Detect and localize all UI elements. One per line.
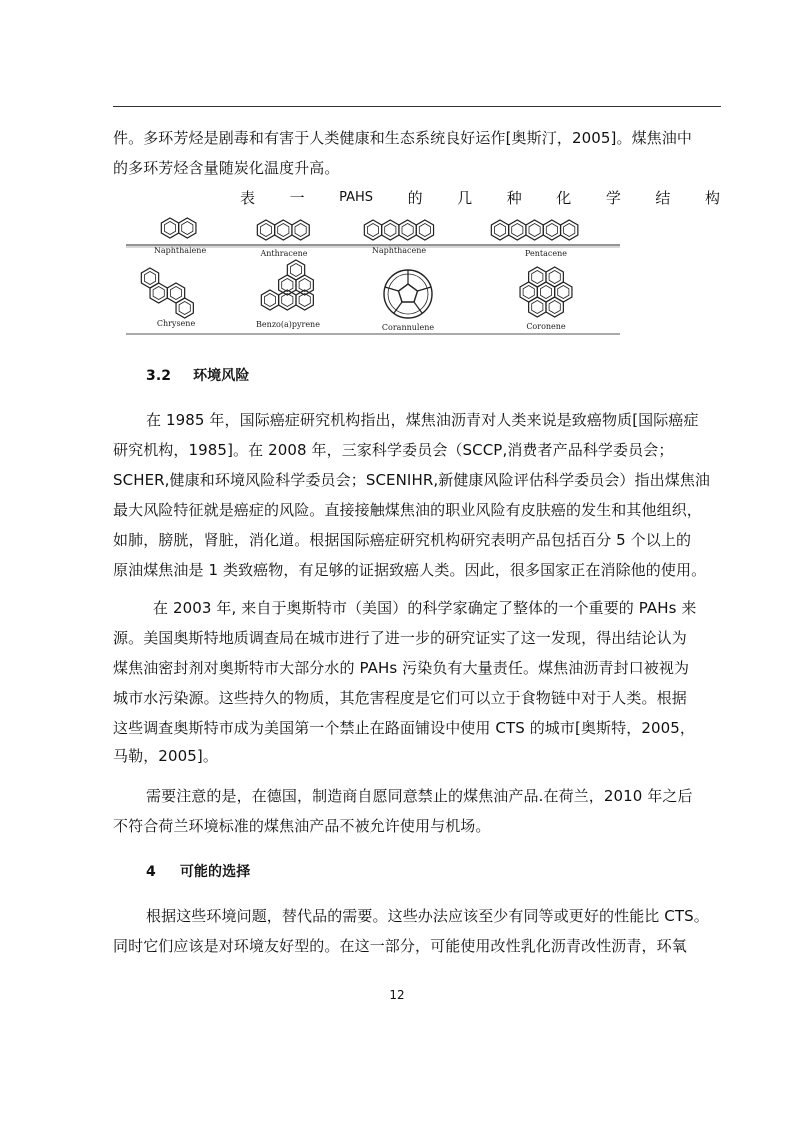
corannulene-structure (384, 270, 432, 318)
p1-line: 如肺，膀胱，肾脏，消化道。根据国际癌症研究机构研究表明产品包括百分 5 个以上的 (113, 531, 692, 549)
p1-line: 最大风险特征就是癌症的风险。直接接触煤焦油的职业风险有皮肤癌的发生和其他组织， (113, 501, 702, 519)
naphthacene-structure (364, 220, 433, 240)
caption-char: 的 (407, 189, 423, 207)
p2-line: 源。美国奥斯特地质调查局在城市进行了进一步的研究证实了这一发现，得出结论认为 (113, 629, 687, 647)
p1-line: 研究机构，1985]。在 2008 年，三家科学委员会（SCCP,消费者产品科学委员会； (113, 441, 674, 459)
p2-line: 城市水污染源。这些持久的物质，其危害程度是它们可以立于食物链中对于人类。根据 (113, 689, 687, 707)
pah-structures-figure (126, 210, 620, 336)
section-title: 环境风险 (193, 368, 250, 384)
caption-char: PAHS (339, 190, 374, 205)
corannulene-label: Corannulene (381, 323, 435, 332)
section-number: 3.2 (146, 368, 172, 384)
caption-char: 表 (240, 189, 256, 207)
header-rule (113, 106, 721, 107)
naphthacene-label: Naphthacene (371, 246, 427, 255)
pentacene-label: Pentacene (525, 249, 567, 258)
p1-line: 在 1985 年，国际癌症研究机构指出，煤焦油沥青对人类来说是致癌物质[国际癌症 (146, 411, 699, 429)
p3-line: 不符合荷兰环境标准的煤焦油产品不被允许使用与机场。 (113, 817, 491, 835)
section-title: 可能的选择 (179, 864, 251, 880)
p1-line: 原油煤焦油是 1 类致癌物，有足够的证据致癌人类。因此，很多国家正在消除他的使用。 (113, 561, 707, 579)
chrysene-label: Chrysene (156, 319, 196, 328)
pentacene-structure (491, 220, 578, 240)
section-number: 4 (146, 864, 156, 880)
p2-line: 这些调查奥斯特市成为美国第一个禁止在路面铺设中使用 CTS 的城市[奥斯特，2005， (113, 719, 696, 737)
chrysene-structure (141, 268, 193, 318)
anthracene-structure (257, 220, 309, 240)
caption-char: 一 (289, 189, 305, 207)
naphthalene-structure (161, 218, 196, 238)
s4-p1-line: 根据这些环境问题，替代品的需要。这些办法应该至少有同等或更好的性能比 CTS。 (146, 907, 709, 925)
p1-line: SCHER,健康和环境风险科学委员会；SCENIHR,新健康风险评估科学委员会）指出煤焦油 (113, 471, 711, 489)
page-number: 12 (389, 988, 405, 1002)
anthracene-label: Anthracene (260, 249, 308, 258)
s4-p1-line: 同时它们应该是对环境友好型的。在这一部分，可能使用改性乳化沥青改性沥青，环氧 (113, 937, 687, 955)
caption-char: 几 (457, 189, 473, 207)
p3-line: 需要注意的是，在德国，制造商自愿同意禁止的煤焦油产品.在荷兰，2010 年之后 (146, 787, 693, 805)
coronene-label: Coronene (526, 322, 566, 331)
caption-char: 种 (506, 189, 522, 207)
section-4-heading (146, 862, 756, 882)
section-3-2-heading (146, 366, 756, 386)
naphthalene-label: Naphthalene (153, 246, 207, 255)
p2-line: 马勒，2005]。 (113, 747, 218, 765)
caption-char: 结 (655, 189, 671, 207)
benzopyrene-label: Benzo(a)pyrene (256, 320, 320, 329)
caption-char: 化 (556, 189, 572, 207)
table-caption (240, 188, 720, 208)
benzopyrene-structure (261, 260, 313, 310)
coronene-structure (520, 267, 572, 317)
caption-char: 构 (704, 189, 720, 207)
p2-line: 在 2003 年, 来自于奥斯特市（美国）的科学家确定了整体的一个重要的 PAHs 来 (153, 599, 697, 617)
intro-line-2: 的多环芳烃含量随炭化温度升高。 (113, 159, 340, 177)
intro-line-1: 件。多环芳烃是剧毒和有害于人类健康和生态系统良好运作[奥斯汀，2005]。煤焦油中 (113, 129, 692, 147)
caption-char: 学 (605, 189, 621, 207)
p2-line: 煤焦油密封剂对奥斯特市大部分水的 PAHs 污染负有大量责任。煤焦油沥青封口被视为 (113, 659, 690, 677)
